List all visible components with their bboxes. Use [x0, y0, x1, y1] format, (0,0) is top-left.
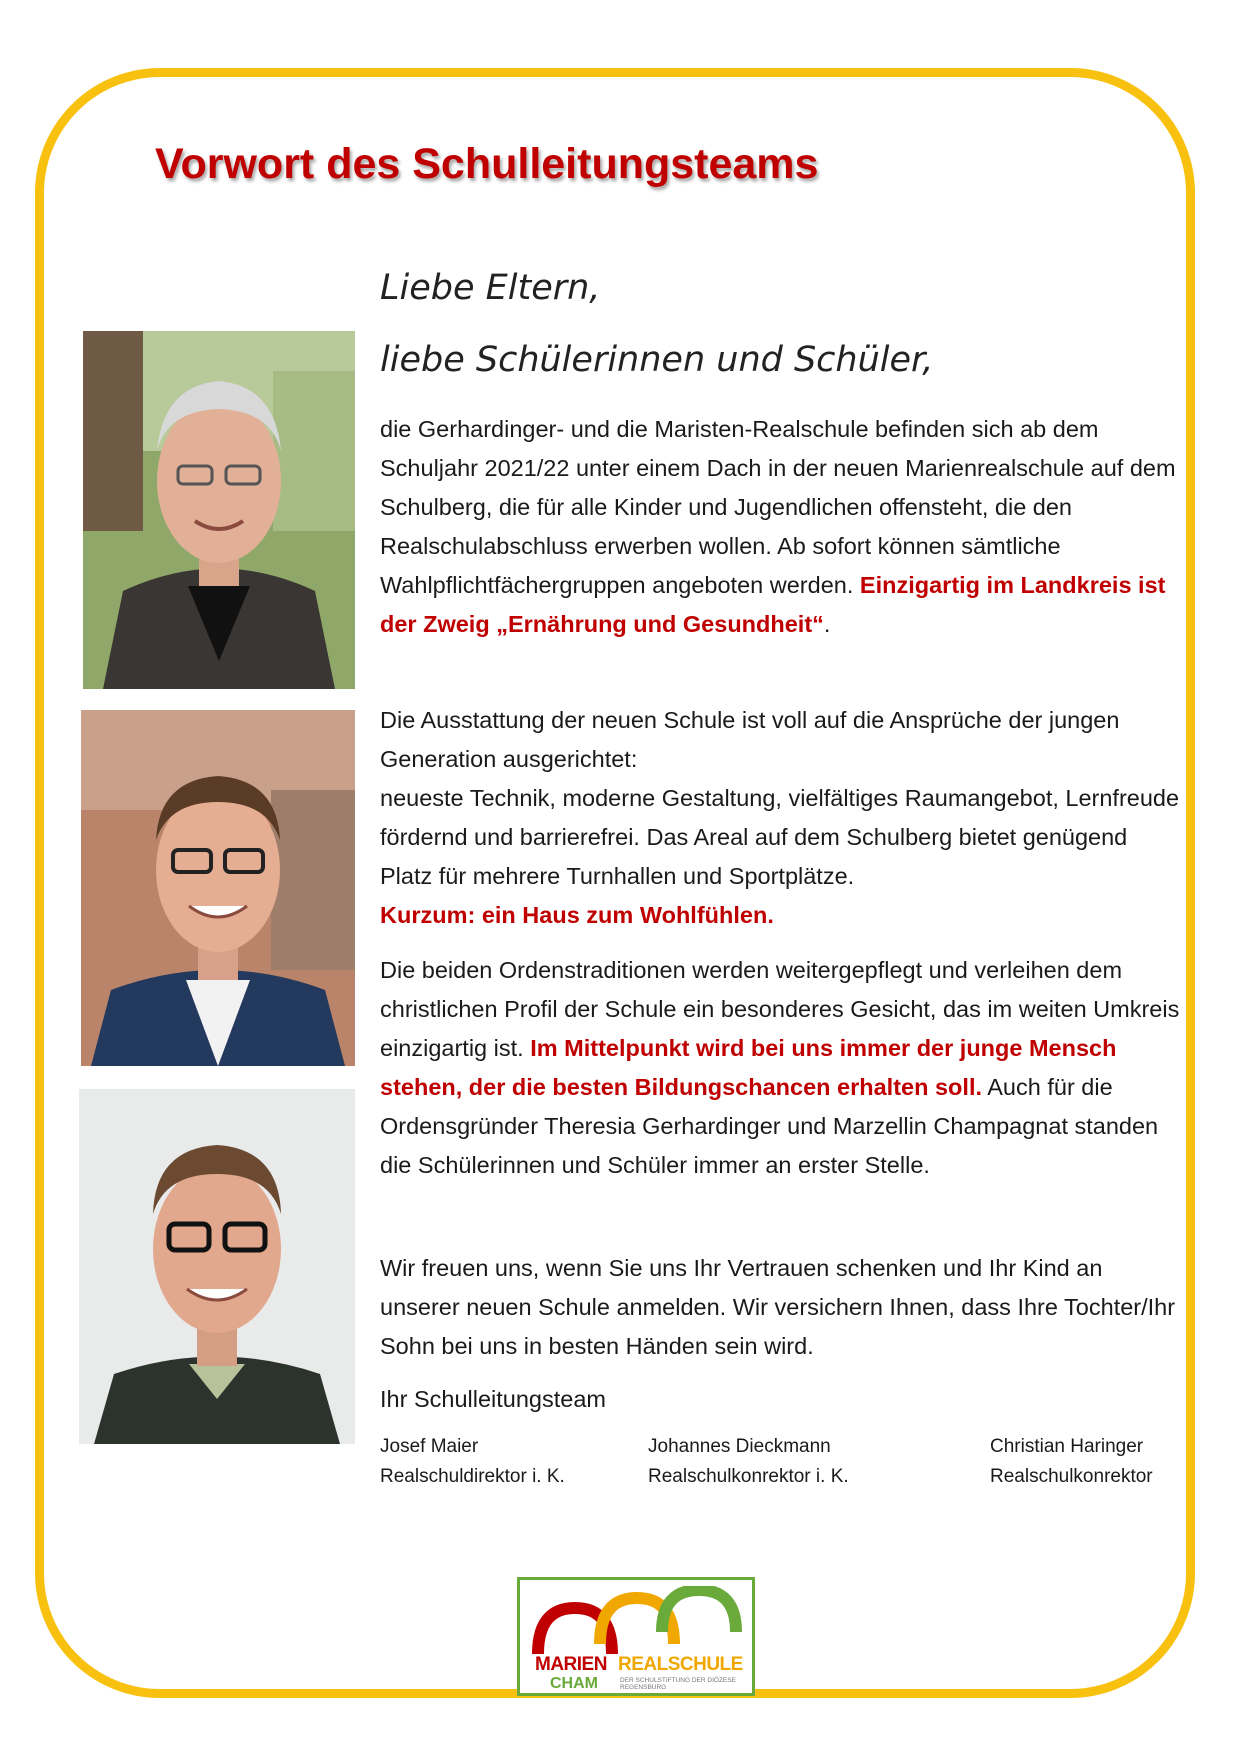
- signature-role: Realschuldirektor i. K.: [380, 1466, 565, 1487]
- paragraph-3-highlight: Im Mittelpunkt wird bei uns immer der junge Mensch stehen, der die besten Bildungschancen erhalten soll.: [380, 1035, 1117, 1100]
- paragraph-1: [380, 410, 1180, 644]
- paragraph-1-highlight: Einzigartig im Landkreis ist der Zweig „Ernährung und Gesundheit“: [380, 572, 1166, 637]
- logo-word-marien: MARIEN: [535, 1654, 607, 1675]
- paragraph-3: [380, 951, 1180, 1185]
- signature-role: Realschulkonrektor i. K.: [648, 1466, 849, 1487]
- signature-name: Josef Maier: [380, 1436, 479, 1457]
- closing-line: Ihr Schulleitungsteam: [380, 1386, 606, 1412]
- portrait-christian-haringer: [79, 1089, 355, 1444]
- portrait-johannes-dieckmann: [81, 710, 355, 1066]
- signature-name: Johannes Dieckmann: [648, 1436, 831, 1457]
- school-logo: [517, 1577, 755, 1696]
- portrait-josef-maier: [83, 331, 355, 689]
- paragraph-1-end: .: [823, 611, 831, 637]
- signature-role: Realschulkonrektor: [990, 1466, 1153, 1487]
- greeting-line-1: Liebe Eltern,: [380, 268, 601, 308]
- signature-1: [380, 1432, 565, 1492]
- signature-3: [990, 1432, 1153, 1492]
- logo-word-realschule: REALSCHULE: [618, 1654, 743, 1675]
- signature-name: Christian Haringer: [990, 1436, 1144, 1457]
- paragraph-2: [380, 701, 1180, 935]
- paragraph-3-text-1: Die beiden Ordenstraditionen werden weitergepflegt und verleihen dem christlichen Profil der Schule ein besonderes Gesicht, das im weiten Umkreis einzigartig ist.: [380, 957, 1180, 1061]
- logo-word-cham: CHAM: [550, 1675, 598, 1692]
- paragraph-4: Wir freuen uns, wenn Sie uns Ihr Vertrauen schenken und Ihr Kind an unserer neuen Schule anmelden. Wir versichern Ihnen, dass Ihre Tochter/Ihr Sohn bei uns in besten Händen sein wird.: [380, 1255, 1176, 1359]
- paragraph-2-highlight: Kurzum: ein Haus zum Wohlfühlen.: [380, 902, 774, 928]
- greeting-line-2: liebe Schülerinnen und Schüler,: [380, 340, 934, 380]
- signature-2: [648, 1432, 849, 1492]
- page-title: Vorwort des Schulleitungsteams: [155, 140, 819, 188]
- logo-subtitle: DER SCHULSTIFTUNG DER DIÖZESE REGENSBURG: [620, 1677, 736, 1691]
- paragraph-2-text-1: Die Ausstattung der neuen Schule ist voll auf die Ansprüche der jungen Generation ausgerichtet:: [380, 707, 1120, 772]
- logo-arches-icon: [530, 1586, 745, 1658]
- paragraph-3-text-2: Auch für die Ordensgründer Theresia Gerhardinger und Marzellin Champagnat standen die Schülerinnen und Schüler immer an erster Stelle.: [380, 1074, 1159, 1178]
- paragraph-1-text: die Gerhardinger- und die Maristen-Realschule befinden sich ab dem Schuljahr 2021/22 unter einem Dach in der neuen Marienrealschule auf dem Schulberg, die für alle Kinder und Jugendlichen offensteht, die den Realschulabschluss erwerben wollen. Ab sofort können sämtliche Wahlpflichtfächergruppen angeboten werden.: [380, 416, 1176, 598]
- paragraph-2-text-2: neueste Technik, moderne Gestaltung, vielfältiges Raumangebot, Lernfreude fördernd und barrierefrei. Das Areal auf dem Schulberg bietet genügend Platz für mehrere Turnhallen und Sportplätze.: [380, 785, 1180, 889]
